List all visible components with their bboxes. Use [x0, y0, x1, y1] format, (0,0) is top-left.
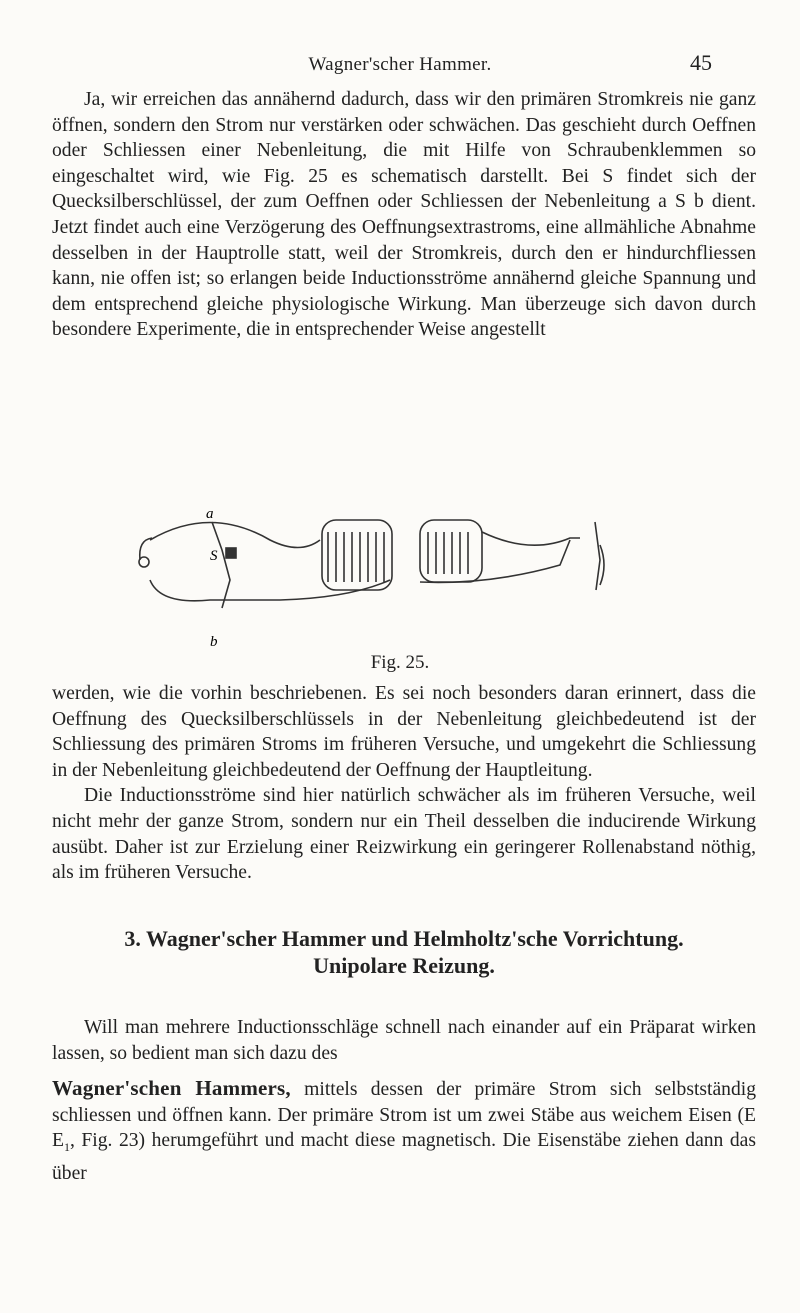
paragraph-4: Will man mehrere Inductionsschläge schnell nach einander auf ein Präparat wirken lassen, so bedient man sich dazu des [52, 1017, 756, 1064]
fig-label-s: S [210, 548, 218, 564]
text-block-top [52, 87, 756, 343]
text-block-middle [52, 681, 756, 886]
paragraph-2: werden, wie die vorhin beschriebenen. Es sei noch besonders daran erinnert, dass die Oeffnung des Quecksilberschlüssels in der Nebenleitung gleichbedeutend ist der Schliessung des primären Stroms im früheren Versuche, und umgekehrt die Schliessung in der Nebenleitung gleichbedeutend der Oeffnung der Hauptleitung. [52, 683, 756, 781]
paragraph-1: Ja, wir erreichen das annähernd dadurch, dass wir den primären Stromkreis nie ganz öffnen, sondern den Strom nur verstärken oder schwächen. Das geschieht durch Oeffnen oder Schliessen einer Nebenleitung, die mit Hilfe von Schraubenklemmen so eingeschaltet wird, wie Fig. 25 es schematisch darstellt. Bei S findet sich der Quecksilberschlüssel, der zum Oeffnen oder Schliessen der Nebenleitung a S b dient. Jetzt findet auch eine Verzögerung des Oeffnungsextrastroms, eine allmähliche Abnahme desselben in der Hauptrolle statt, weil der Stromkreis, durch den er hindurchfliessen kann, nie offen ist; so erlangen beide Inductionsströme annähernd gleiche Spannung und dem entsprechend gleiche physiologische Wirkung. Man überzeuge sich davon durch besondere Experimente, die in entsprechender Weise angestellt [52, 89, 756, 341]
running-title: Wagner'scher Hammer. [308, 54, 492, 75]
paragraph-5-text-end: , Fig. 23) herumgeführt und macht diese magnetisch. Die Eisenstäbe ziehen dann das über [52, 1130, 756, 1184]
paragraph-3: Die Inductionsströme sind hier natürlich schwächer als im früheren Versuche, weil nicht mehr der ganze Strom, sondern nur ein Theil desselben die inducirende Wirkung ausübt. Daher ist zur Erzielung einer Reizwirkung ein geringerer Rollenabstand nöthig, als im früheren Versuche. [52, 785, 756, 884]
secondary-wire-lower [420, 540, 570, 582]
section-heading-line1: 3. Wagner'scher Hammer und Helmholtz'sche Vorrichtung. [124, 926, 684, 951]
secondary-wire-upper [482, 532, 580, 545]
primary-coil [322, 520, 392, 590]
paragraph-5-text: mittels dessen der primäre Strom sich selbstständig schliessen und öffnen kann. Der primäre Strom ist um zwei Stäbe aus weichem Eisen (E E [52, 1079, 756, 1152]
fig-25-diagram [130, 510, 670, 650]
subscript-1: 1 [63, 1140, 70, 1155]
mercury-switch [226, 548, 236, 558]
section-heading-line2: Unipolare Reizung. [313, 953, 495, 978]
right-electrode [595, 522, 600, 590]
left-terminal [139, 557, 149, 567]
main-circuit-upper [150, 523, 320, 548]
paragraph-5 [52, 1076, 756, 1186]
text-block-bottom [52, 1015, 756, 1186]
fig-label-a: a [206, 510, 214, 522]
side-circuit-wire [212, 522, 230, 608]
right-electrode-curve [600, 545, 604, 585]
term-wagner-hammer: Wagner'schen Hammers, [52, 1076, 291, 1101]
section-heading [52, 925, 756, 979]
page-number: 45 [690, 50, 712, 75]
fig-label-b: b [210, 634, 218, 650]
secondary-coil [420, 520, 482, 582]
figure-caption: Fig. 25. [370, 652, 430, 673]
